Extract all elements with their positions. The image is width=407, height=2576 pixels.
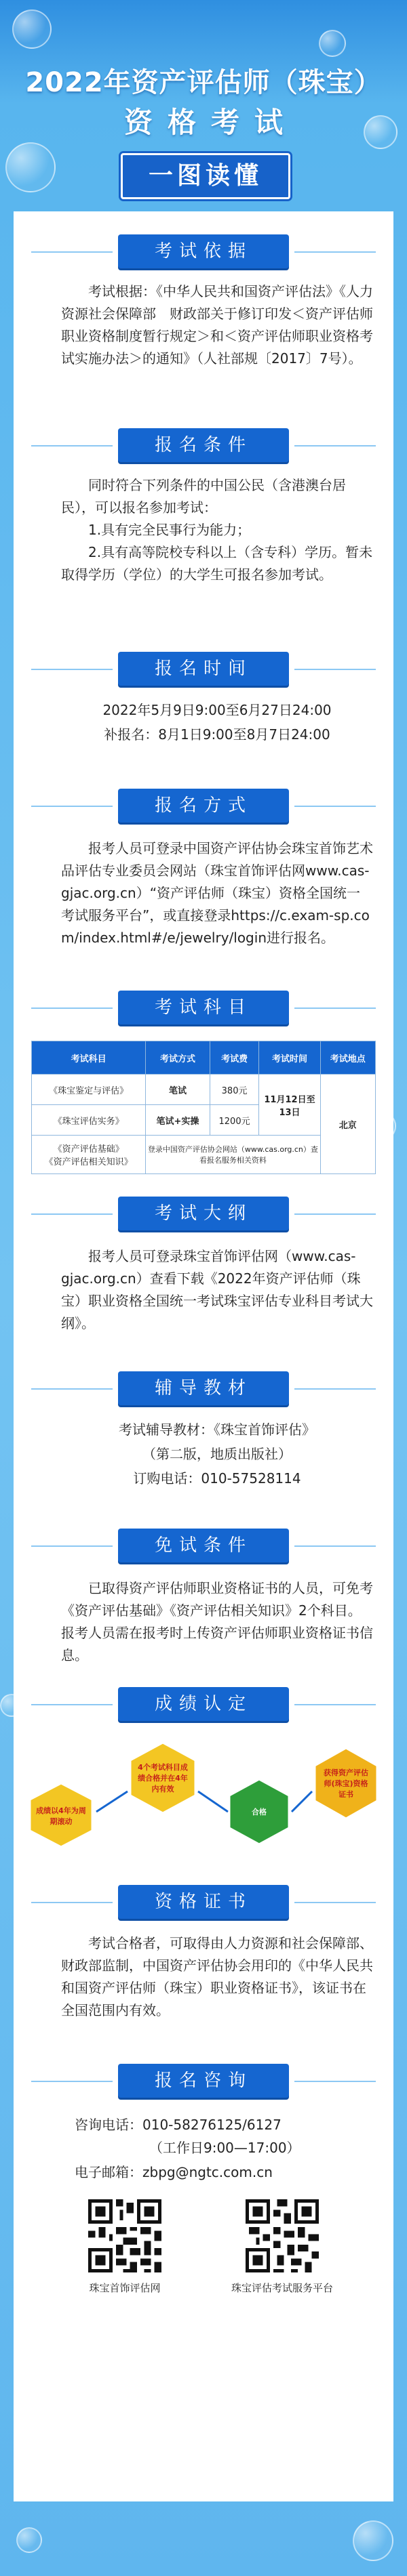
materials-line-2: （第二版，地质出版社） <box>142 1446 292 1462</box>
qr-label-exam-platform: 珠宝评估考试服务平台 <box>231 2282 333 2294</box>
table-cell: 《珠宝评估实务》 <box>32 1105 146 1136</box>
time-line-2: 补报名：8月1日9:00至8月7日24:00 <box>104 726 330 743</box>
section-heading-certificate: 资格证书 <box>118 1885 289 1919</box>
table-header: 考试费 <box>210 1041 259 1075</box>
basis-text: 考试根据：《中华人民共和国资产评估法》《人力资源社会保障部 财政部关于修订印发＜资产评估师职业资格制度暂行规定＞和＜资产评估师职业资格考试实施办法＞的通知》（人社部规〔2017〕7号）。 <box>61 283 373 367</box>
table-cell-note: 登录中国资产评估协会网站（www.cas.org.cn）查看报名服务相关资料 <box>146 1136 320 1174</box>
page-subtitle: 资格考试 <box>123 106 298 139</box>
section-heading-exemption: 免试条件 <box>118 1529 289 1562</box>
connector-line <box>96 1791 128 1812</box>
section-heading-materials: 辅导教材 <box>118 1371 289 1405</box>
decor-bubble <box>319 30 346 57</box>
table-header: 考试时间 <box>259 1041 320 1075</box>
table-cell: 笔试 <box>146 1075 210 1105</box>
qr-code-exam-platform[interactable] <box>246 2199 319 2272</box>
connector-line <box>292 1791 312 1812</box>
content-card <box>14 211 393 2501</box>
conditions-intro: 同时符合下列条件的中国公民（含港澳台居民），可以报名参加考试： <box>61 477 346 516</box>
time-line-1: 2022年5月9日9:00至6月27日24:00 <box>102 702 332 718</box>
table-header-row <box>32 1041 376 1075</box>
table-cell: 1200元 <box>210 1105 259 1136</box>
table-cell: 《珠宝鉴定与评估》 <box>32 1075 146 1105</box>
connector-line <box>198 1791 228 1812</box>
decor-bubble <box>353 2520 393 2561</box>
results-step-1: 成绩以4年为周期滚动 <box>36 1806 86 1826</box>
decor-bubble <box>12 9 52 49</box>
consult-hours: （工作日9:00—17:00） <box>149 2140 301 2156</box>
table-row <box>32 1075 376 1105</box>
consult-email: 电子邮箱：zbpg@ngtc.com.cn <box>75 2164 273 2180</box>
qr-label-website: 珠宝首饰评估网 <box>89 2282 161 2294</box>
results-step-2: 4个考试科目成绩合格并在4年内有效 <box>138 1763 188 1793</box>
table-header: 考试方式 <box>146 1041 210 1075</box>
decor-bubble <box>16 2527 42 2553</box>
section-heading-results: 成绩认定 <box>118 1687 289 1721</box>
section-heading-consult: 报名咨询 <box>118 2064 289 2098</box>
section-heading-subjects: 考试科目 <box>118 991 289 1024</box>
table-header: 考试地点 <box>320 1041 375 1075</box>
certificate-text: 考试合格者，可取得由人力资源和社会保障部、财政部监制，中国资产评估协会用印的《中华人民共和国资产评估师（珠宝）职业资格证书》，该证书在全国范围内有效。 <box>61 1935 373 2018</box>
exemption-text: 已取得资产评估师职业资格证书的人员，可免考《资产评估基础》《资产评估相关知识》2个科目。报考人员需在报考时上传资产评估师职业资格证书信息。 <box>61 1580 373 1663</box>
results-step-4: 获得资产评估师(珠宝)资格证书 <box>324 1768 368 1799</box>
subjects-table <box>31 1041 376 1174</box>
results-step-3: 合格 <box>252 1808 267 1816</box>
table-cell-exam-time: 11月12日至13日 <box>259 1075 320 1136</box>
consult-phone: 咨询电话：010-58276125/6127 <box>75 2117 282 2133</box>
section-heading-method: 报名方式 <box>118 789 289 823</box>
conditions-item-1: 1.具有完全民事行为能力； <box>88 522 251 538</box>
section-heading-time: 报名时间 <box>118 652 289 686</box>
decor-bubble <box>5 142 56 192</box>
section-heading-syllabus: 考试大纲 <box>118 1197 289 1230</box>
table-cell: 笔试+实操 <box>146 1105 210 1136</box>
table-cell: 380元 <box>210 1075 259 1105</box>
section-heading-basis: 考试依据 <box>118 234 289 268</box>
section-heading-conditions: 报名条件 <box>118 428 289 462</box>
qr-code-website[interactable] <box>88 2199 161 2272</box>
table-cell: 《资产评估基础》 《资产评估相关知识》 <box>32 1136 146 1174</box>
table-header: 考试科目 <box>32 1041 146 1075</box>
materials-line-1: 考试辅导教材：《珠宝首饰评估》 <box>119 1421 315 1438</box>
page-title: 2022年资产评估师（珠宝） <box>25 67 382 98</box>
table-cell-location: 北京 <box>320 1075 375 1174</box>
method-text: 报考人员可登录中国资产评估协会珠宝首饰艺术品评估专业委员会网站（珠宝首饰评估网www.cas-gjac.org.cn）“资产评估师（珠宝）资格全国统一考试服务平台”，或直接登录https://c.exam-sp.com/index.html#/e/jewelry/login进行报名。 <box>61 840 373 946</box>
materials-phone: 订购电话：010-57528114 <box>133 1470 301 1487</box>
conditions-item-2: 2.具有高等院校专科以上（含专科）学历。暂未取得学历（学位）的大学生可报名参加考试。 <box>61 544 373 583</box>
banner-label: 一图读懂 <box>121 153 290 199</box>
results-flow <box>14 1739 393 1861</box>
syllabus-text: 报考人员可登录珠宝首饰评估网（www.cas-gjac.org.cn）查看下载《2022年资产评估师（珠宝）职业资格全国统一考试珠宝评估专业科目考试大纲》。 <box>61 1248 373 1331</box>
